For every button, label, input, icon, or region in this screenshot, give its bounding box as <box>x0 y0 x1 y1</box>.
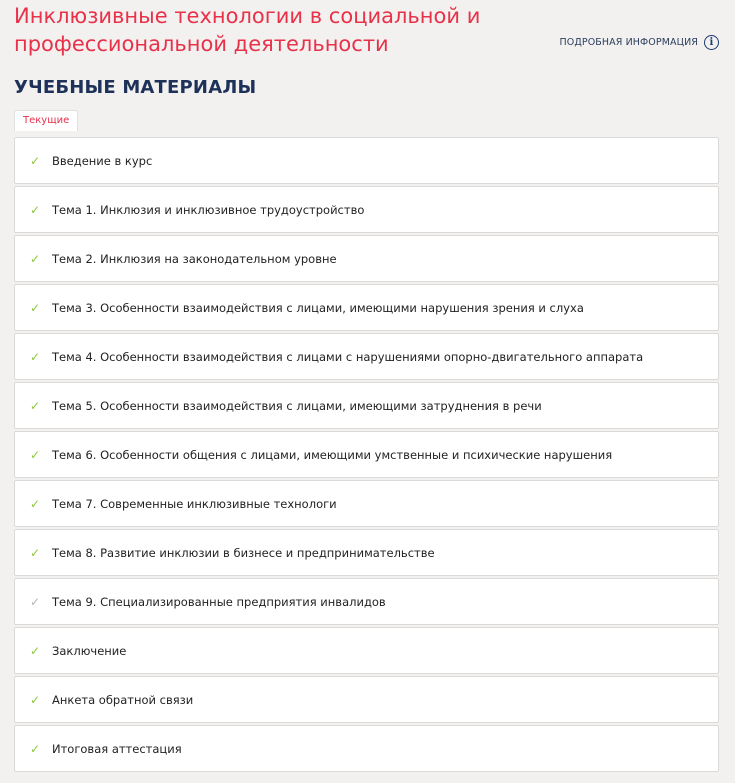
material-item-topic-8[interactable] <box>14 529 719 576</box>
material-item-label: Тема 5. Особенности взаимодействия с лицами, имеющими затруднения в речи <box>52 398 542 413</box>
material-item-final-assessment[interactable] <box>14 725 719 772</box>
material-item-label: Тема 8. Развитие инклюзии в бизнесе и предпринимательстве <box>52 545 435 560</box>
material-item-topic-5[interactable] <box>14 382 719 429</box>
material-item-topic-1[interactable] <box>14 186 719 233</box>
check-icon: ✓ <box>30 594 41 609</box>
material-item-topic-4[interactable] <box>14 333 719 380</box>
material-item-label: Заключение <box>52 643 127 658</box>
check-icon: ✓ <box>30 447 41 462</box>
check-icon: ✓ <box>30 202 41 217</box>
material-item-label: Тема 6. Особенности общения с лицами, имеющими умственные и психические нарушения <box>52 447 613 462</box>
material-item-label: Введение в курс <box>52 153 153 168</box>
material-item-label: Анкета обратной связи <box>52 692 194 707</box>
check-icon: ✓ <box>30 692 41 707</box>
section-title: УЧЕБНЫЕ МАТЕРИАЛЫ <box>14 77 257 98</box>
material-item-label: Тема 2. Инклюзия на законодательном уровне <box>52 251 337 266</box>
check-icon: ✓ <box>30 153 41 168</box>
check-icon: ✓ <box>30 300 41 315</box>
material-item-label: Тема 9. Специализированные предприятия инвалидов <box>52 594 386 609</box>
more-info-label: ПОДРОБНАЯ ИНФОРМАЦИЯ <box>559 37 698 48</box>
material-item-label: Тема 4. Особенности взаимодействия с лицами с нарушениями опорно-двигательного аппарата <box>52 349 644 364</box>
material-item-feedback-survey[interactable] <box>14 676 719 723</box>
check-icon: ✓ <box>30 643 41 658</box>
material-item-topic-3[interactable] <box>14 284 719 331</box>
check-icon: ✓ <box>30 349 41 364</box>
more-info-link[interactable] <box>560 35 719 50</box>
material-item-label: Тема 7. Современные инклюзивные технологи <box>52 496 337 511</box>
check-icon: ✓ <box>30 496 41 511</box>
info-icon[interactable]: i <box>704 35 719 50</box>
materials-list <box>14 137 719 774</box>
material-item-label: Тема 1. Инклюзия и инклюзивное трудоустройство <box>52 202 365 217</box>
material-item-topic-9[interactable] <box>14 578 719 625</box>
course-title: Инклюзивные технологии в социальной и профессиональной деятельности <box>14 4 481 56</box>
material-item-topic-2[interactable] <box>14 235 719 282</box>
check-icon: ✓ <box>30 545 41 560</box>
check-icon: ✓ <box>30 741 41 756</box>
check-icon: ✓ <box>30 251 41 266</box>
check-icon: ✓ <box>30 398 41 413</box>
material-item-topic-7[interactable] <box>14 480 719 527</box>
material-item-label: Итоговая аттестация <box>52 741 182 756</box>
material-item-intro[interactable] <box>14 137 719 184</box>
material-item-conclusion[interactable] <box>14 627 719 674</box>
material-item-topic-6[interactable] <box>14 431 719 478</box>
material-item-label: Тема 3. Особенности взаимодействия с лицами, имеющими нарушения зрения и слуха <box>52 300 584 315</box>
tab-current[interactable]: Текущие <box>14 110 78 131</box>
